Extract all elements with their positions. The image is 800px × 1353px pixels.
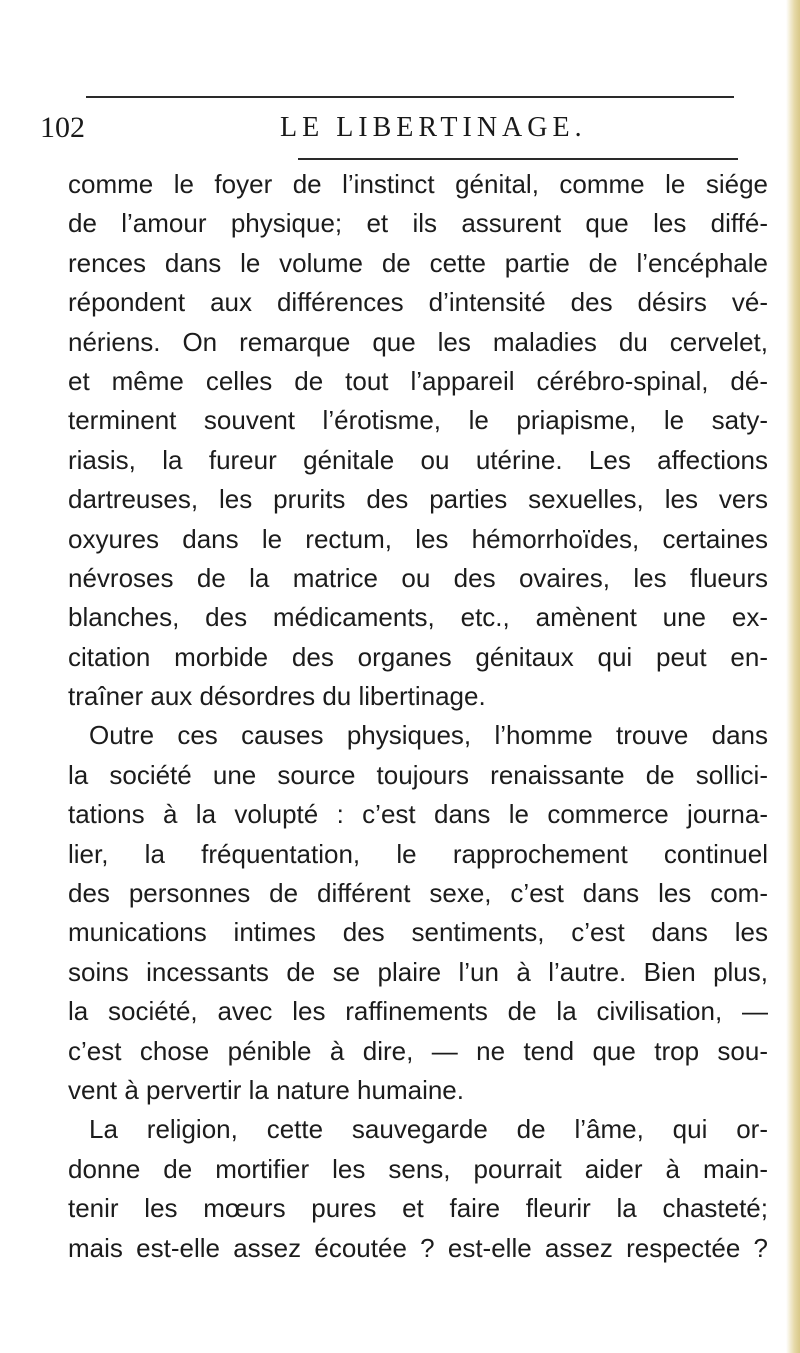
text-line: de l’amour physique; et ils assurent que les diffé- — [68, 208, 768, 239]
text-line: nériens. On remarque que les maladies du cervelet, — [68, 326, 768, 357]
text-line: tenir les mœurs pures et faire fleurir la chasteté; — [68, 1193, 768, 1224]
text-line: terminent souvent l’érotisme, le priapisme, le saty- — [68, 405, 768, 436]
page-edge-shadow — [786, 0, 800, 1353]
text-line: La religion, cette sauvegarde de l’âme, qui or- — [89, 1114, 768, 1145]
text-line: blanches, des médicaments, etc., amènent une ex- — [68, 602, 768, 633]
text-line: vent à pervertir la nature humaine. — [68, 1074, 464, 1105]
text-line: rences dans le volume de cette partie de l’encéphale — [68, 247, 768, 278]
text-line: dartreuses, les prurits des parties sexuelles, les vers — [68, 484, 768, 515]
text-line: la société une source toujours renaissante de sollici- — [68, 759, 768, 790]
body-text — [68, 165, 768, 1268]
text-line: citation morbide des organes génitaux qui peut en- — [68, 641, 768, 672]
page-number: 102 — [40, 111, 85, 144]
header-rule-bottom — [298, 158, 738, 160]
text-line: riasis, la fureur génitale ou utérine. Les affections — [68, 444, 768, 475]
text-line: mais est-elle assez écoutée ? est-elle assez respectée ? — [68, 1232, 768, 1263]
text-line: c’est chose pénible à dire, — ne tend que trop sou- — [68, 1035, 768, 1066]
text-line: munications intimes des sentiments, c’est dans les — [68, 917, 768, 948]
running-title: LE LIBERTINAGE. — [280, 112, 587, 143]
text-line: névroses de la matrice ou des ovaires, les flueurs — [68, 562, 768, 593]
text-line: donne de mortifier les sens, pourrait aider à main- — [68, 1153, 768, 1184]
text-line: lier, la fréquentation, le rapprochement continuel — [68, 838, 768, 869]
text-line: traîner aux désordres du libertinage. — [68, 681, 486, 712]
text-line: oxyures dans le rectum, les hémorrhoïdes, certaines — [68, 523, 768, 554]
text-line: soins incessants de se plaire l’un à l’autre. Bien plus, — [68, 956, 768, 987]
text-line: Outre ces causes physiques, l’homme trouve dans — [89, 720, 768, 751]
page-header — [40, 108, 750, 148]
text-line: tations à la volupté : c’est dans le commerce journa- — [68, 799, 768, 830]
text-line: et même celles de tout l’appareil cérébro-spinal, dé- — [68, 365, 768, 396]
text-line: des personnes de différent sexe, c’est dans les com- — [68, 878, 768, 909]
header-rule-top — [86, 96, 734, 98]
text-line: la société, avec les raffinements de la civilisation, — — [68, 996, 768, 1027]
text-line: répondent aux différences d’intensité des désirs vé- — [68, 287, 768, 318]
text-line: comme le foyer de l’instinct génital, comme le siége — [68, 169, 768, 199]
